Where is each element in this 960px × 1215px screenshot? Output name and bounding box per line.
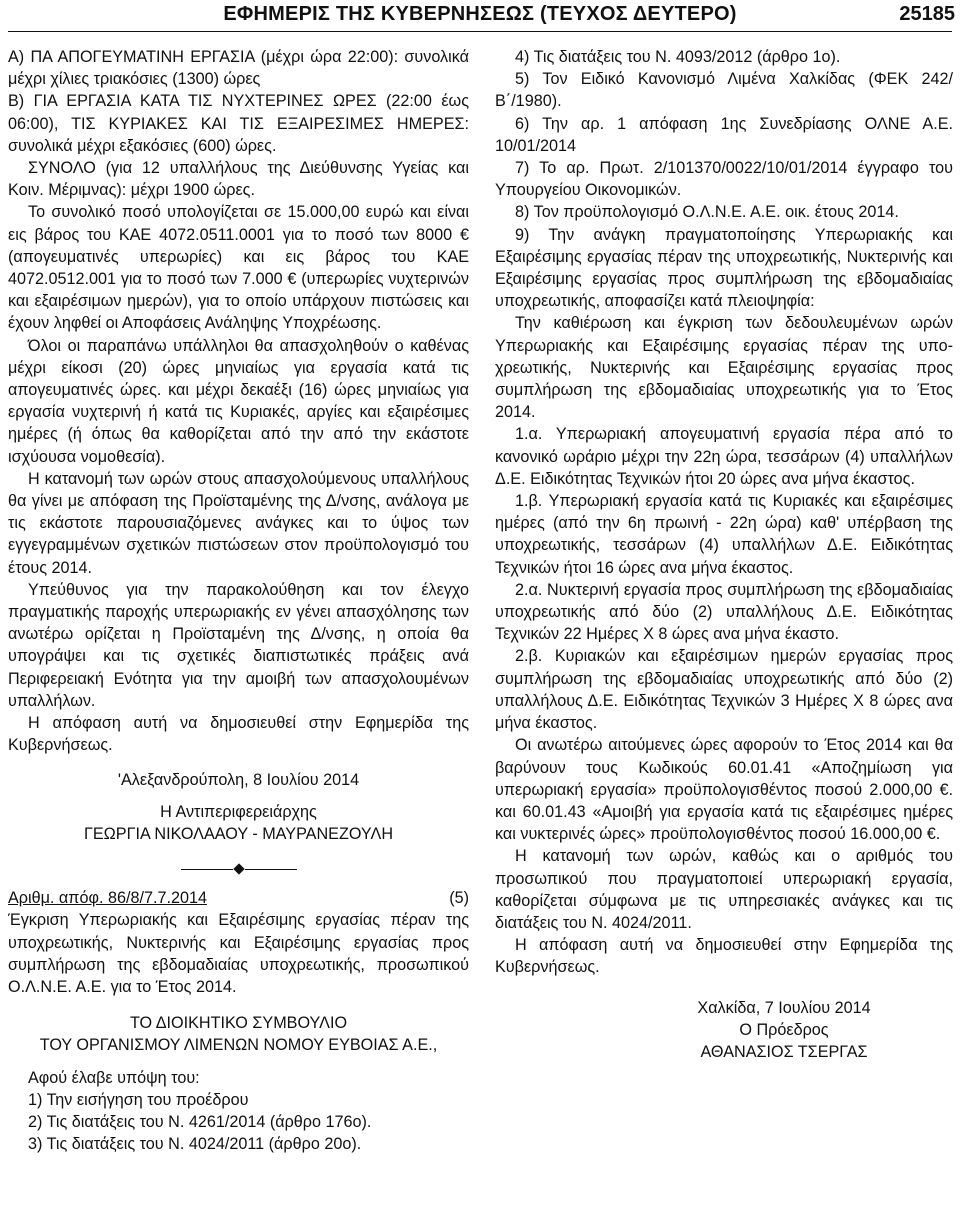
right-column <box>495 46 953 1063</box>
paragraph: ΣΥΝΟΛΟ (για 12 υπαλλήλους της Διεύθυνσης Υγείας και Κοιν. Μέριμνας): μέχρι 1900 ώρες. <box>8 159 469 200</box>
considerations-item: 2) Τις διατάξεις του Ν. 4261/2014 (άρθρο 176ο). <box>28 1112 372 1131</box>
gazette-title: ΕΦΗΜΕΡΙΣ ΤΗΣ ΚΥΒΕΡΝΗΣΕΩΣ (ΤΕΥΧΟΣ ΔΕΥΤΕΡΟ) <box>223 3 737 25</box>
decree-title: Έγκριση Υπερωριακής και Εξαιρέσιμης εργασίας πέραν της υποχρεωτικής, Νυκτερινής και Εξαιρέσιμης εργασίας προς συμπλήρωση της εβδομαδιαίας υποχρεωτικής, προσωπικού Ο.Λ.Ν.Ε. Α.Ε. για το Έτος 2014. <box>8 911 469 996</box>
signer-title: Η Αντιπεριφερειάρχης <box>160 802 317 821</box>
separator-ornament <box>8 857 469 879</box>
signer-title: Ο Πρόεδρος <box>739 1020 829 1039</box>
board-line: ΤΟΥ ΟΡΓΑΝΙΣΜΟΥ ΛΙΜΕΝΩΝ ΝΟΜΟΥ ΕΥΒΟΙΑΣ Α.Ε., <box>39 1036 438 1055</box>
paragraph: Υπεύθυνος για την παρακολούθηση και τον έλεγχο πραγματικής παροχής υπερωριακής εν γένει απασχόλησης των ανωτέρω ορίζεται η Προϊσταμένη της Δ/νσης, η οποία θα υπογράψει και τις σχετικές διαπιστωτικές πράξεις ανά Περιφερειακή Ενότητα για την αμοιβή των απασχολουμένων υπαλλήλων. <box>8 580 469 710</box>
page-number: 25185 <box>899 3 955 25</box>
signature-block <box>8 769 469 846</box>
paragraph: Η απόφαση αυτή να δημοσιευθεί στην Εφημερίδα της Κυβερνήσεως. <box>495 936 953 977</box>
paragraph: 1.α. Υπερωριακή απογευματινή εργασία πέρα από το κανονικό ωράριο μέχρι την 22η ώρα, τεσσάρων (4) υπαλλήλων Δ.Ε. Ειδικότητας Τεχνικών ήτοι 20 ώρες ανα μήνα έκαστος. <box>495 425 953 488</box>
paragraph: Την καθιέρωση και έγκριση των δεδουλευμένων ωρών Υπερωριακής και Εξαιρέσιμης εργασίας πέραν της υποχρεωτικής, Νυκτερινής και Εξαιρέσιμης εργασίας προς συμπλήρωση της εβδομαδιαίας υποχρεωτικής για το Έτος 2014. <box>495 314 953 422</box>
header-rule <box>8 31 952 32</box>
considerations-item: 7) Το αρ. Πρωτ. 2/101370/0022/10/01/2014 έγγραφο του Υπουργείου Οικονομικών. <box>495 159 953 200</box>
board-heading <box>8 1012 469 1056</box>
page-header <box>0 0 960 36</box>
decree-heading <box>8 887 469 909</box>
paragraph: Οι ανωτέρω αιτούμενες ώρες αφορούν το Έτος 2014 και θα βαρύνουν τους Κωδικούς 60.01.41 «Αποζημίωση για υπερωριακή εργασία» προϋπολογισθέντος ποσού 2.000,00 €. και 60.01.43 «Αμοιβή για εργασία κατά τις εξαιρέσιμες ημέρες και νυκτερινές ώρες» προϋπολογισθέντος ποσού 16.000,00 €. <box>495 736 953 844</box>
considerations-item: 3) Τις διατάξεις του Ν. 4024/2011 (άρθρο 20ο). <box>28 1135 362 1154</box>
paragraph: Β) ΓΙΑ ΕΡΓΑΣΙΑ ΚΑΤΑ ΤΙΣ ΝΥΧΤΕΡΙΝΕΣ ΩΡΕΣ (22:00 έως 06:00), ΤΙΣ ΚΥΡΙΑΚΕΣ ΚΑΙ ΤΙΣ ΕΞΑΙΡΕΣΙΜΕΣ ΗΜΕΡΕΣ: συνολικά μέχρι εξακόσιες (600) ώρες. <box>8 92 469 155</box>
received-intro: Αφού έλαβε υπόψη του: <box>28 1068 200 1087</box>
considerations-item: 5) Τον Ειδικό Κανονισμό Λιμένα Χαλκίδας (ΦΕΚ 242/ Β΄/1980). <box>495 70 953 111</box>
paragraph: 1.β. Υπερωριακή εργασία κατά τις Κυριακές και εξαιρέσιμες ημέρες (από την 6η πρωινή - 22η ώρα) καθ' υπέρβαση της υποχρεωτικής, τεσσάρων (4) υπαλλήλων Δ.Ε. Ειδικότητας Τεχνικών ήτοι 16 ώρες ανα μήνα έκαστος. <box>495 492 953 577</box>
paragraph: 2.β. Κυριακών και εξαιρέσιμων ημερών εργασίας προς συμπλήρωση της εβδομαδιαίας υποχρεωτικής από δύο (2) υπαλλήλους Δ.Ε. Ειδικότητας Τεχνικών 3 Ημέρες Χ 8 ώρες ανα μήνα έκαστος. <box>495 647 953 733</box>
signer-name: ΑΘΑΝΑΣΙΟΣ ΤΣΕΡΓΑΣ <box>700 1042 868 1061</box>
board-line: ΤΟ ΔΙΟΙΚΗΤΙΚΟ ΣΥΜΒΟΥΛΙΟ <box>129 1014 348 1033</box>
signature-block <box>495 997 953 1064</box>
paragraph: Η κατανομή των ωρών στους απασχολούμενους υπαλλήλους θα γίνει με απόφαση της Προϊσταμένης της Δ/νσης, ανάλογα με τις εκάστοτε παρουσιαζόμενες ανάγκες και το ύψος των εγγεγραμμένων σχετικών πιστώσεων στον προϋπολογισμό του έτους 2014. <box>8 469 469 577</box>
paragraph: Η κατανομή των ωρών, καθώς και ο αριθμός του προσωπικού που πραγματοποιεί υπερωριακή εργασία, καθορίζεται σύμφωνα με τις υπηρεσιακές ανάγκες και τις διατάξεις του Ν. 4024/2011. <box>495 847 953 932</box>
considerations-item: 8) Τον προϋπολογισμό Ο.Λ.Ν.Ε. Α.Ε. οικ. έτους 2014. <box>515 203 899 222</box>
signer-name: ΓΕΩΡΓΙΑ ΝΙΚΟΛΑΑΟΥ - ΜΑΥΡΑΝΕΖΟΥΛΗ <box>83 824 394 843</box>
considerations-item: 9) Την ανάγκη πραγματοποίησης Υπερωριακής και Εξαιρέσιμης εργασίας πέραν της υποχρεωτικής, Νυκτερινής και Εξαιρέσιμης εργασίας προς συμπλήρωση της εβδομαδιαίας υποχρεωτικής, αποφασίζει κατά πλειοψηφία: <box>495 225 953 311</box>
paragraph: Όλοι οι παραπάνω υπάλληλοι θα απασχοληθούν ο καθένας μέχρι είκοσι (20) ώρες μηνιαίως για εργασία κατά τις απογευματινές ώρες. και μέχρι δεκαέξι (16) ώρες μηνιαίως για εργασία νυχτερινή ή κατά τις Κυριακές, αργίες και εξαιρέσιμες ημέρες (ή όπως θα καθορίζεται από την από την εκάστοτε ισχύουσα νομοθεσία). <box>8 336 469 466</box>
paragraph: Η απόφαση αυτή να δημοσιευθεί στην Εφημερίδα της Κυβερνήσεως. <box>8 714 469 755</box>
considerations-item: 4) Τις διατάξεις του Ν. 4093/2012 (άρθρο 1ο). <box>515 48 841 66</box>
paragraph: Το συνολικό ποσό υπολογίζεται σε 15.000,00 ευρώ και είναι εις βάρος του ΚΑΕ 4072.0511.0001 για το ποσό των 8000 € (απογευματινές υπερωρίες) και εις βάρος του ΚΑΕ 4072.0512.001 για το ποσό των 7.000 € (υπερωρίες νυχτερινών και εξαιρέσιμων ημερών), για το οποίο υπάρχουν πιστώσεις και έχουν ληφθεί οι Αποφάσεις Ανάληψης Υποχρέωσης. <box>8 203 469 333</box>
left-column <box>8 46 469 1155</box>
decree-sequence: (5) <box>449 889 469 908</box>
diamond-icon <box>233 864 244 875</box>
considerations-item: 6) Την αρ. 1 απόφαση 1ης Συνεδρίασης ΟΛΝΕ Α.Ε. 10/01/2014 <box>495 114 953 155</box>
considerations-item: 1) Την εισήγηση του προέδρου <box>28 1090 249 1109</box>
place-date: Χαλκίδα, 7 Ιουλίου 2014 <box>697 998 871 1017</box>
place-date: 'Αλεξανδρούπολη, 8 Ιουλίου 2014 <box>117 770 360 789</box>
paragraph: 2.α. Νυκτερινή εργασία προς συμπλήρωση της εβδομαδιαίας υποχρεωτικής από δύο (2) υπαλλήλους Δ.Ε. Ειδικότητας Τεχνικών 22 Ημέρες Χ 8 ώρες ανα μήνα έκαστο. <box>495 580 953 644</box>
decree-number: Αριθμ. απόφ. 86/8/7.7.2014 <box>8 889 207 908</box>
paragraph: Α) ΠΑ ΑΠΟΓΕΥΜΑΤΙΝΗ ΕΡΓΑΣΙΑ (μέχρι ώρα 22:00): συνολικά μέχρι χίλιες τριακόσιες (1300) ώρες <box>8 48 469 89</box>
